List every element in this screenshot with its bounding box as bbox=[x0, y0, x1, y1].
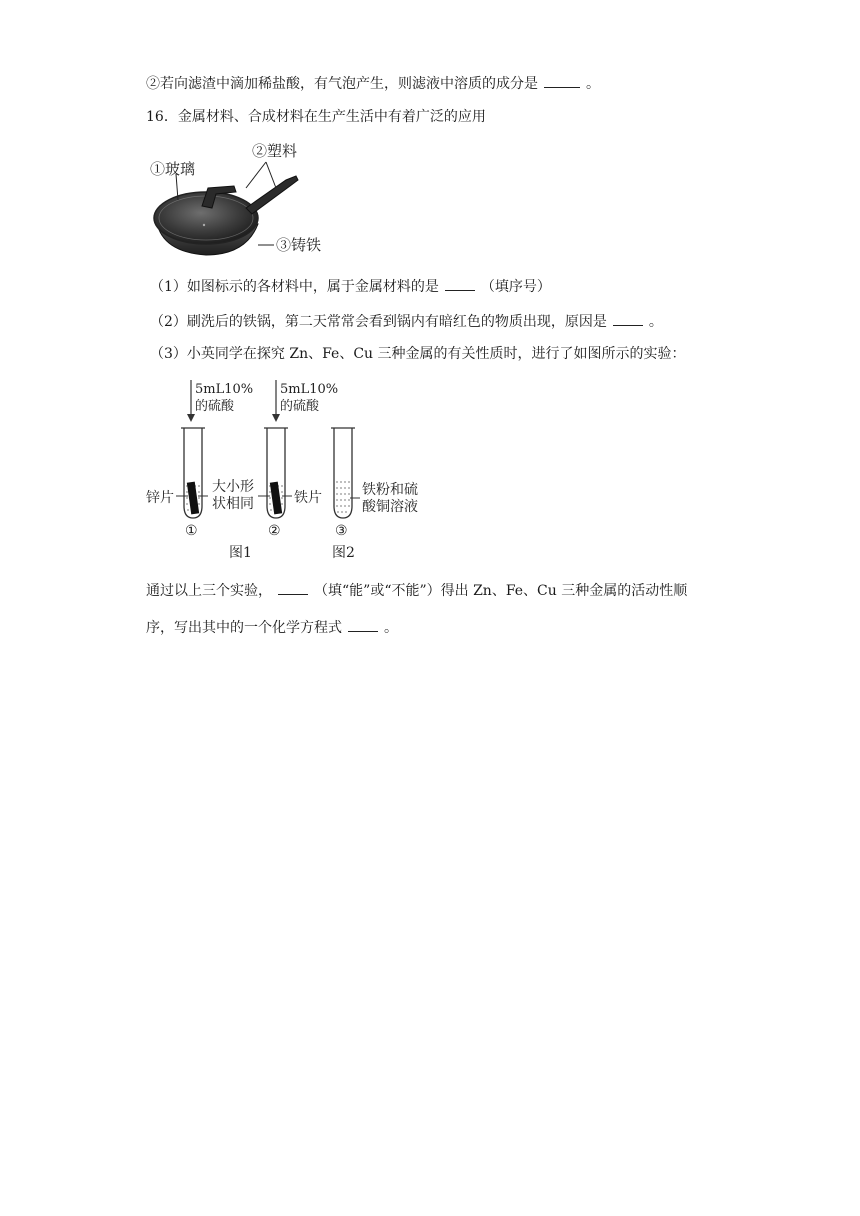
q16-sub1-suffix: （填序号） bbox=[480, 279, 551, 295]
acid-label-2-line2: 的硫酸 bbox=[280, 399, 320, 414]
q16-sub1-text: （1）如图标示的各材料中，属于金属材料的是 bbox=[150, 279, 439, 295]
equation-prompt: 序，写出其中的一个化学方程式 bbox=[146, 620, 342, 636]
label-cast-iron: ③铸铁 bbox=[276, 236, 322, 254]
acid-label-2-line1: 5mL10% bbox=[280, 382, 339, 397]
q16-sub1 bbox=[150, 276, 551, 297]
figure-1-caption: 图1 bbox=[229, 545, 252, 561]
q16-conclusion-line2 bbox=[146, 617, 398, 638]
label-mixture-line2: 酸铜溶液 bbox=[362, 499, 418, 515]
conclusion-text-end: （填“能”或“不能”）得出 Zn、Fe、Cu 三种金属的活动性顺 bbox=[314, 583, 688, 599]
label-iron-sheet: 铁片 bbox=[294, 490, 322, 506]
answer-blank[interactable] bbox=[278, 580, 308, 595]
q15-part2-text: ②若向滤渣中滴加稀盐酸，有气泡产生，则滤液中溶质的成分是 bbox=[146, 76, 538, 92]
label-plastic: ②塑料 bbox=[252, 142, 298, 160]
conclusion-text-start: 通过以上三个实验， bbox=[146, 583, 272, 599]
q16-sub2-suffix: 。 bbox=[648, 314, 663, 330]
q16-conclusion-line1 bbox=[146, 580, 687, 601]
label-same-size-line2: 状相同 bbox=[212, 496, 254, 512]
q15-part2-line bbox=[146, 73, 600, 94]
label-mixture-line1: 铁粉和硫 bbox=[362, 482, 418, 498]
acid-label-1-line1: 5mL10% bbox=[195, 382, 254, 397]
label-same-size-line1: 大小形 bbox=[212, 479, 254, 495]
tube-number-1: ① bbox=[185, 523, 198, 539]
figure-2-caption: 图2 bbox=[332, 545, 355, 561]
answer-blank[interactable] bbox=[613, 311, 643, 326]
q16-sub3: （3）小英同学在探究 Zn、Fe、Cu 三种金属的有关性质时，进行了如图所示的实验： bbox=[150, 346, 686, 362]
answer-blank[interactable] bbox=[445, 276, 475, 291]
answer-blank[interactable] bbox=[544, 73, 580, 88]
test-tube-figure bbox=[146, 378, 436, 568]
label-glass: ①玻璃 bbox=[150, 160, 196, 178]
question-16-title: 16．金属材料、合成材料在生产生活中有着广泛的应用 bbox=[146, 109, 486, 125]
tube-number-2: ② bbox=[268, 523, 281, 539]
answer-blank[interactable] bbox=[348, 617, 378, 632]
acid-label-1-line2: 的硫酸 bbox=[195, 399, 235, 414]
label-zinc-sheet: 锌片 bbox=[146, 490, 174, 506]
q16-sub2 bbox=[150, 311, 663, 332]
q15-part2-suffix: 。 bbox=[586, 76, 600, 92]
tube-number-3: ③ bbox=[335, 523, 348, 539]
frying-pan-figure bbox=[146, 140, 322, 260]
equation-suffix: 。 bbox=[384, 620, 398, 636]
q16-sub2-text: （2）刷洗后的铁锅，第二天常常会看到锅内有暗红色的物质出现，原因是 bbox=[150, 314, 607, 330]
